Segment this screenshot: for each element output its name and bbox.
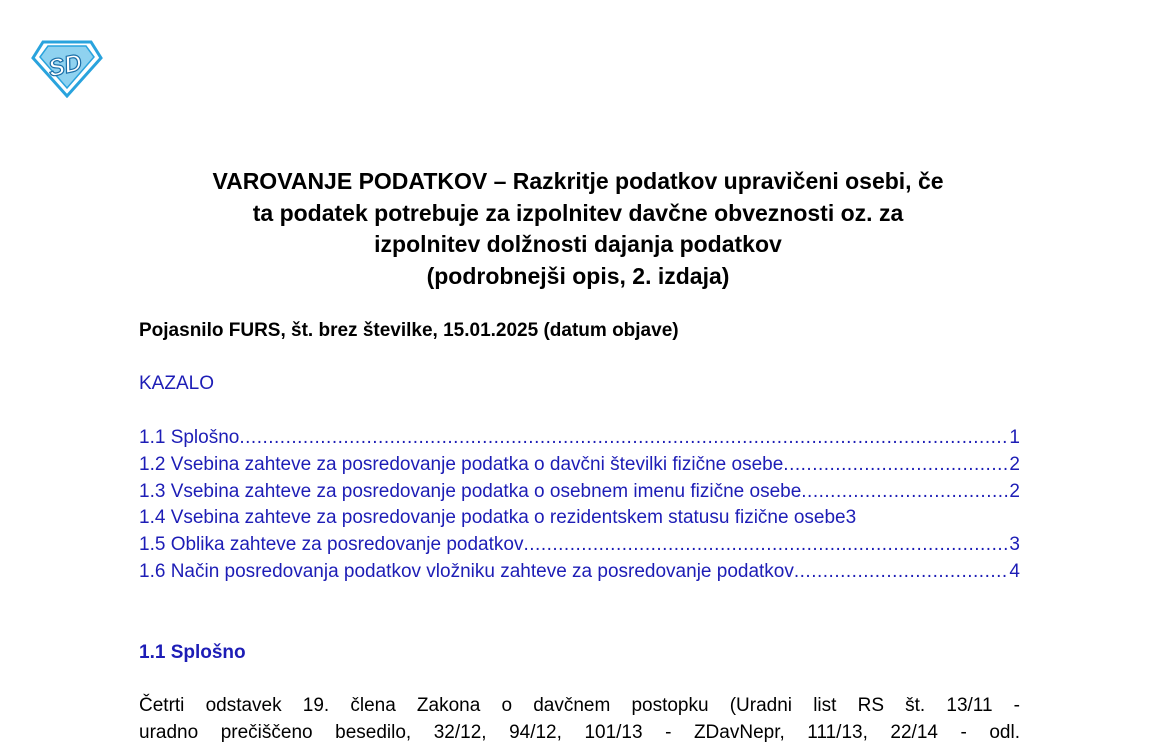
- paragraph-word: besedilo,: [335, 721, 412, 743]
- paragraph-word: 111/13,: [807, 721, 868, 743]
- paragraph-word: 101/13: [584, 721, 643, 743]
- toc-item-label: 1.2 Vsebina zahteve za posredovanje podatka o davčni številki fizične osebe: [139, 453, 784, 475]
- paragraph-word: Zakona: [416, 695, 481, 716]
- title-line: VAROVANJE PODATKOV – Razkritje podatkov upravičeni osebi, če: [212, 168, 944, 194]
- toc-item-page: 3: [845, 507, 857, 529]
- toc-item-1-2[interactable]: [139, 452, 1020, 479]
- toc-leader-dots: [794, 559, 1010, 586]
- toc-item-1-4[interactable]: [139, 505, 1020, 532]
- title-line: ta podatek potrebuje za izpolnitev davčne obveznosti oz. za: [252, 199, 904, 226]
- document-subtitle: Pojasnilo FURS, št. brez številke, 15.01.2025 (datum objave): [139, 320, 679, 341]
- toc-item-1-3[interactable]: [139, 479, 1020, 506]
- title-line: (podrobnejši opis, 2. izdaja): [426, 262, 730, 289]
- toc-leader-dots: [801, 479, 1009, 506]
- section-paragraph: [139, 693, 1020, 743]
- logo: [31, 40, 103, 98]
- paragraph-line: [139, 693, 1020, 720]
- toc-item-label: 1.3 Vsebina zahteve za posredovanje podatka o osebnem imenu fizične osebe: [139, 480, 802, 502]
- toc-item-label: 1.6 Način posredovanja podatkov vložniku zahteve za posredovanje podatkov: [139, 560, 794, 582]
- paragraph-word: 13/11: [946, 695, 993, 716]
- diamond-logo-icon: [31, 40, 103, 98]
- toc-item-1-6[interactable]: [139, 559, 1020, 586]
- paragraph-word: 22/14: [890, 721, 938, 743]
- paragraph-word: list: [813, 695, 837, 716]
- toc-leader-dots: [783, 452, 1009, 479]
- toc-item-1-5[interactable]: [139, 532, 1020, 559]
- section-heading: 1.1 Splošno: [139, 642, 246, 663]
- paragraph-word: 94/12,: [509, 721, 562, 743]
- toc-item-label: 1.5 Oblika zahteve za posredovanje podatkov: [139, 534, 524, 556]
- paragraph-word: 32/12,: [433, 721, 487, 743]
- paragraph-word: -: [960, 721, 967, 743]
- table-of-contents: [139, 425, 1020, 586]
- toc-item-1-1[interactable]: [139, 425, 1020, 452]
- paragraph-word: o: [501, 695, 513, 716]
- paragraph-word: ZDavNepr,: [693, 721, 785, 743]
- document-title: [100, 166, 1056, 292]
- paragraph-word: (Uradni: [729, 695, 793, 716]
- paragraph-line: [139, 720, 1020, 743]
- toc-item-label: 1.4 Vsebina zahteve za posredovanje podatka o rezidentskem statusu fizične osebe: [139, 507, 846, 529]
- paragraph-word: -: [665, 721, 672, 743]
- toc-item-page: 1: [1009, 427, 1020, 448]
- paragraph-word: davčnem: [533, 695, 611, 716]
- toc-item-page: 2: [1009, 453, 1020, 475]
- toc-item-page: 2: [1009, 480, 1020, 502]
- toc-item-label: 1.1 Splošno: [139, 427, 240, 448]
- toc-leader-dots: [523, 532, 1009, 559]
- paragraph-word: uradno: [139, 721, 199, 743]
- paragraph-word: RS: [857, 695, 884, 716]
- toc-heading: KAZALO: [139, 373, 214, 394]
- paragraph-word: postopku: [631, 695, 709, 716]
- paragraph-word: odstavek: [205, 695, 282, 716]
- paragraph-word: Četrti: [139, 695, 185, 716]
- paragraph-word: št.: [905, 695, 926, 716]
- toc-item-page: 3: [1009, 534, 1020, 556]
- paragraph-word: odl.: [989, 721, 1020, 743]
- paragraph-word: 19.: [302, 695, 330, 716]
- toc-item-page: 4: [1009, 560, 1020, 582]
- paragraph-word: -: [1013, 695, 1020, 716]
- logo-lettering: SD: [46, 49, 85, 83]
- paragraph-word: člena: [350, 695, 396, 716]
- toc-leader-dots: [239, 425, 1009, 452]
- paragraph-word: prečiščeno: [220, 721, 313, 743]
- title-line: izpolnitev dolžnosti dajanja podatkov: [374, 231, 782, 257]
